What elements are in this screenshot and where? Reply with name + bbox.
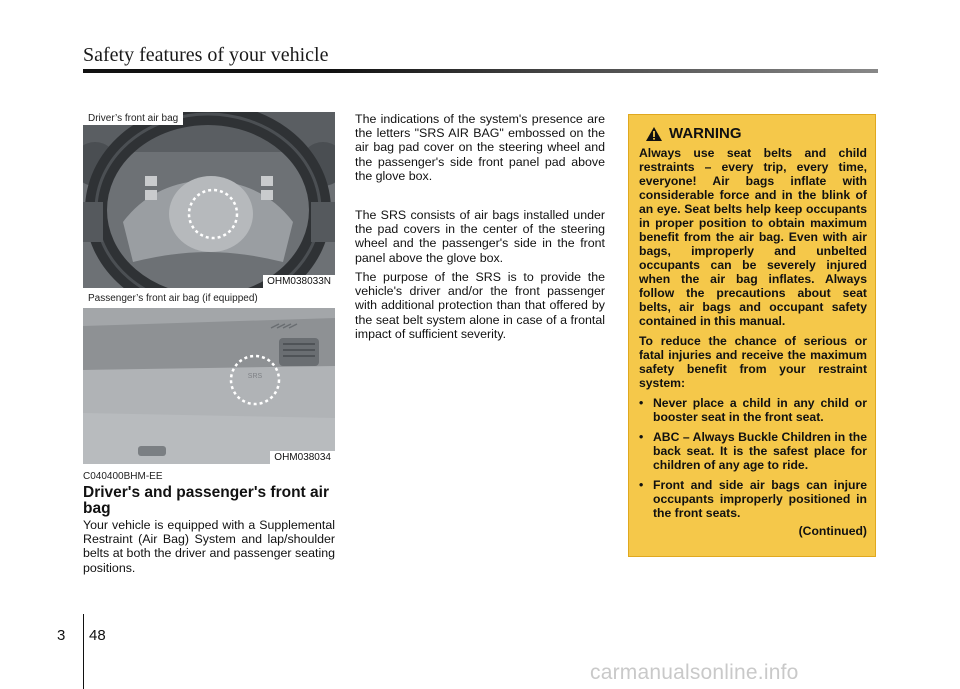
section-heading: Driver's and passenger's front air bag (83, 484, 329, 517)
warning-list-item: • ABC – Always Buckle Children in the back seat. It is the safest place for children of any age to ride. (639, 430, 867, 472)
header-rule-gradient (330, 69, 878, 73)
dashboard-illustration (83, 308, 335, 464)
warning-title: WARNING (669, 125, 742, 142)
warning-list (639, 396, 867, 520)
watermark: carmanualsonline.info (590, 661, 799, 684)
chapter-number: 3 (57, 627, 66, 644)
page-header-title: Safety features of your vehicle (83, 44, 329, 66)
passenger-airbag-photo (83, 308, 335, 464)
steering-wheel-illustration (83, 112, 335, 288)
page-number: 48 (89, 627, 106, 644)
warning-continued: (Continued) (798, 524, 867, 538)
section-paragraph: Your vehicle is equipped with a Supplemental Restraint (Air Bag) System and lap/shoulder belts at both the driver and passenger seating positions. (83, 518, 335, 575)
section-code: C040400BHM-EE (83, 471, 163, 482)
srs-emboss-label: SRS (247, 373, 263, 380)
warning-paragraph-2: To reduce the chance of serious or fatal injuries and receive the maximum safety benefit from your restraint system: (639, 334, 867, 390)
figure1-caption: Driver’s front air bag (83, 112, 183, 125)
warning-list-item: • Never place a child in any child or booster seat in the front seat. (639, 396, 867, 424)
warning-paragraph-1: Always use seat belts and child restraints – every trip, every time, everyone! Air bags inflate with considerable force and in the blink of an eye. Seat belts help keep occupants in proper position to obtain maximum benefit from the air bag. Even with air bags, improperly and unbelted occupants can be severely injured when the air bag inflates. Always follow the precautions about seat belts, air bags and occupant safety contained in this manual. (639, 146, 867, 328)
middle-paragraph-3: The purpose of the SRS is to provide the vehicle's driver and/or the front passenger with additional protection than that offered by the seat belt system alone in case of a frontal impact of sufficient severity. (355, 270, 605, 341)
figure2-caption: Passenger’s front air bag (if equipped) (83, 292, 263, 305)
footer-rule (83, 614, 84, 689)
figure1-code: OHM038033N (263, 275, 335, 288)
warning-triangle-icon (645, 126, 663, 142)
driver-airbag-photo (83, 112, 335, 288)
middle-paragraph-2: The SRS consists of air bags installed under the pad covers in the center of the steering wheel and the passenger's side in the front panel above the glove box. (355, 208, 605, 265)
warning-header (645, 125, 867, 142)
warning-list-item: • Front and side air bags can injure occupants improperly positioned in the front seats. (639, 478, 867, 520)
figure2-code: OHM038034 (270, 451, 335, 464)
middle-paragraph-1: The indications of the system's presence are the letters "SRS AIR BAG" embossed on the air bag pad cover on the steering wheel and the passenger's side front panel pad above the glove box. (355, 112, 605, 183)
warning-box (628, 114, 876, 557)
